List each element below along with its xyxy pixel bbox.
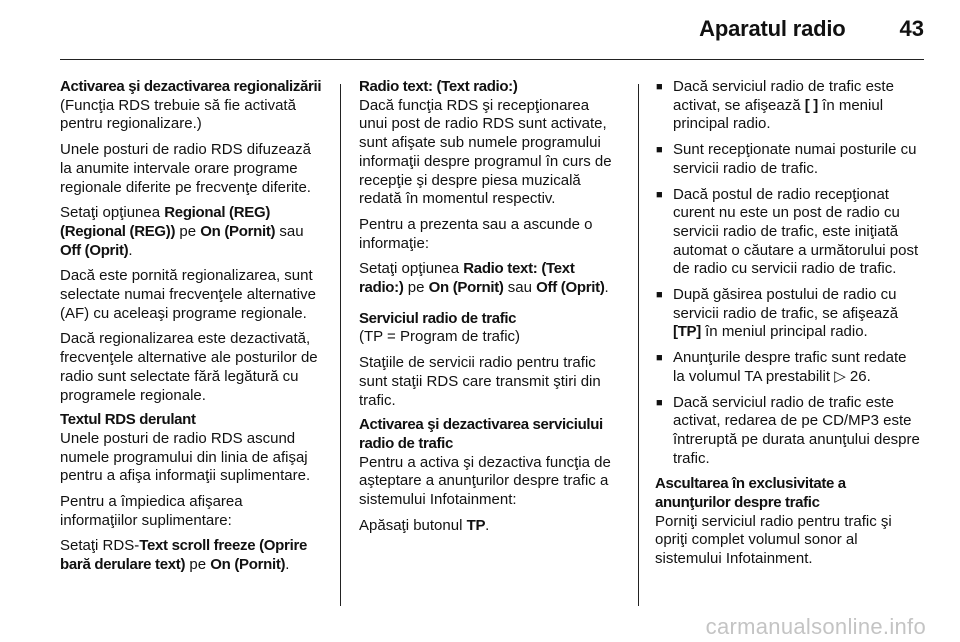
menu-option: Text scroll freeze (Oprire bară derulare text)	[60, 537, 308, 574]
section-traffic-service	[359, 310, 621, 411]
section-heading: Activarea şi dezactivarea serviciului radio de trafic	[359, 416, 603, 452]
paragraph: Pentru a prezenta sau a ascunde o informaţie:	[359, 215, 593, 252]
section-heading: Serviciul radio de trafic	[359, 309, 517, 327]
menu-option: Radio text: (Text radio:)	[359, 260, 575, 297]
paragraph: Dacă funcţia RDS şi recepţionarea unui post de radio RDS sunt activate, sunt afişate sub numele programului informaţii despre programul în curs de recepţie şi despre piesa muzicală redată în momentul respectiv.	[359, 96, 612, 208]
paragraph: Unele posturi de radio RDS ascund numele programului din linia de afişaj pentru a afişa informaţii suplimentare.	[60, 429, 311, 485]
paragraph: Dacă este pornită regionalizarea, sunt selectate numai frecvenţele alternative (AF) cu aceleaşi programe regionale.	[60, 267, 316, 322]
column-divider	[340, 84, 341, 606]
list-item: ■ Sunt recepţionate numai posturile cu servicii radio de trafic.	[655, 141, 921, 178]
section-heading: Radio text: (Text radio:)	[359, 78, 518, 95]
list-item: ■ După găsirea postului de radio cu servicii radio de trafic, se afişează [TP] în meniul principal radio.	[655, 286, 921, 342]
section-radio-text	[359, 78, 621, 298]
menu-option: Off (Oprit)	[536, 279, 605, 297]
arrow-ref-icon: ▷	[834, 367, 846, 385]
paragraph: Pentru a împiedica afişarea informaţiilor suplimentare:	[60, 493, 243, 529]
list-item: ■ Dacă serviciul radio de trafic este activat, se afişează [ ] în meniul principal radio.	[655, 78, 921, 134]
paragraph: Setaţi opţiunea Radio text: (Text radio:) pe On (Pornit) sau Off (Oprit).	[359, 260, 609, 297]
list-item: ■ Dacă postul de radio recepţionat curent nu este un post de radio cu servicii radio de trafic, este iniţiată automat o căutare a următorului post de radio cu servicii radio de trafic.	[655, 186, 921, 280]
paragraph: Pentru a activa şi dezactiva funcţia de aşteptare a anunţurilor despre trafic a sistemului Infotainment:	[359, 453, 611, 509]
menu-option: On (Pornit)	[210, 556, 286, 574]
paragraph: Dacă regionalizarea este dezactivată, frecvenţele alternative ale posturilor de radio sunt selectate fără legătură cu programele regionale.	[60, 330, 318, 404]
paragraph: (TP = Program de trafic)	[359, 328, 521, 346]
paragraph: (Funcţia RDS trebuie să fie activată pentru regionalizare.)	[60, 96, 296, 133]
list-item: ■ Dacă serviciul radio de trafic este activat, redarea de pe CD/MP3 este întreruptă pe durata anunţului despre trafic.	[655, 394, 921, 469]
column-divider	[638, 84, 639, 606]
section-regionalization	[60, 78, 322, 405]
watermark: carmanualsonline.info	[705, 614, 926, 639]
menu-option: On (Pornit)	[428, 279, 504, 297]
page-title: Aparatul radio	[699, 16, 846, 41]
menu-option: On (Pornit)	[200, 222, 276, 240]
paragraph: Porniţi serviciul radio pentru trafic şi opriţi complet volumul sonor al sistemului Infotainment.	[655, 512, 892, 568]
list-item: ■ Anunţurile despre trafic sunt redate la volumul TA prestabilit ▷ 26.	[655, 349, 921, 386]
traffic-indicator: [ ]	[804, 96, 818, 114]
column-3	[655, 78, 921, 576]
paragraph: Apăsaţi butonul TP.	[359, 516, 490, 534]
section-traffic-toggle	[359, 416, 621, 535]
page-number: 43	[899, 16, 924, 41]
menu-option: Regional (REG) (Regional (REG))	[60, 204, 271, 240]
paragraph: Setaţi RDS-Text scroll freeze (Oprire bară derulare text) pe On (Pornit).	[60, 537, 308, 574]
tp-button-label: TP	[466, 516, 486, 534]
paragraph: Unele posturi de radio RDS difuzează la anumite intervale orare programe regionale diferite pe frecvenţe diferite.	[60, 141, 311, 196]
menu-option: Off (Oprit)	[60, 241, 129, 259]
paragraph: Setaţi opţiunea Regional (REG) (Regional (REG)) pe On (Pornit) sau Off (Oprit).	[60, 204, 304, 259]
section-heading: Textul RDS derulant	[60, 411, 196, 429]
paragraph: Staţiile de servicii radio pentru trafic sunt staţii RDS care transmit ştiri din trafic.	[359, 354, 601, 409]
section-heading: Activarea şi dezactivarea regionalizării	[60, 78, 322, 95]
section-heading: Ascultarea în exclusivitate a anunţurilor despre trafic	[655, 475, 846, 512]
section-rds-scroll-text	[60, 411, 322, 575]
column-2	[359, 78, 621, 542]
header-rule	[60, 59, 924, 60]
section-traffic-only	[655, 475, 921, 569]
column-1	[60, 78, 322, 582]
tp-indicator: [TP]	[673, 323, 701, 341]
page-header	[699, 16, 924, 52]
